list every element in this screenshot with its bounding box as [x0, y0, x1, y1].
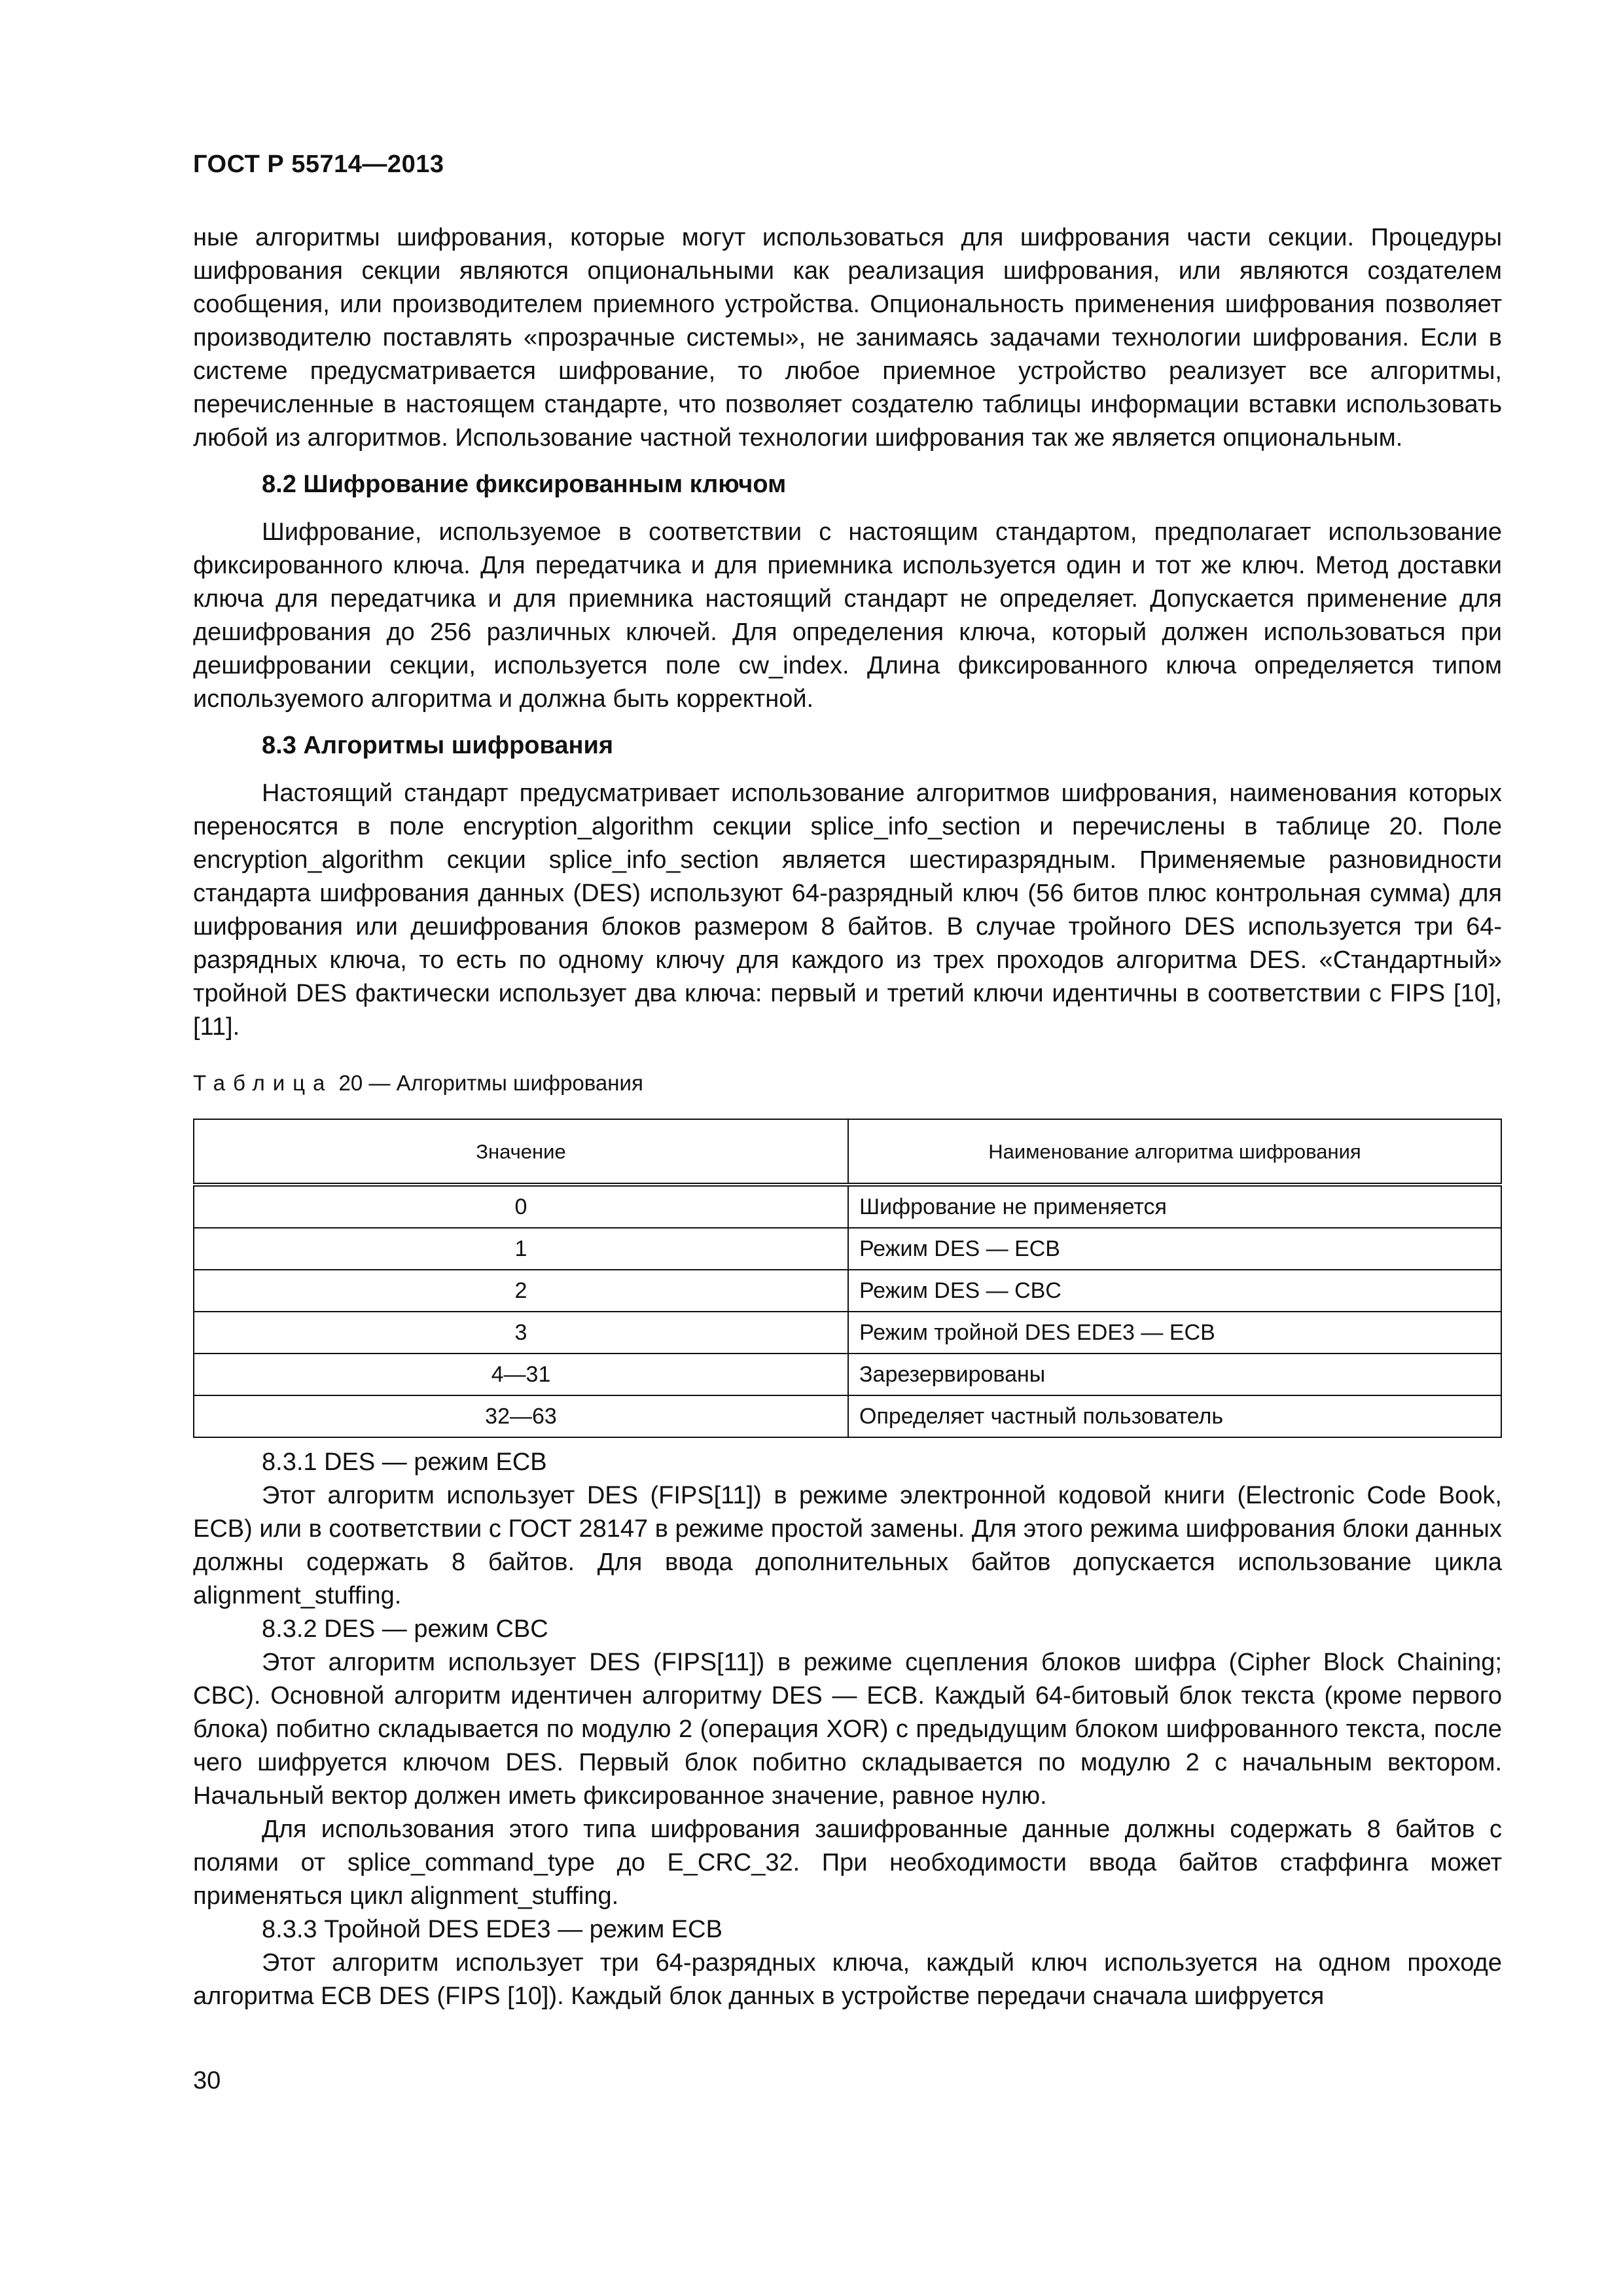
document-header: ГОСТ Р 55714—2013 — [193, 151, 444, 178]
section-8-3-2-text-2: Для использования этого типа шифрования зашифрованные данные должны содержать 8 байтов с полями от splice_command_type до E_CRC_32. При необходимости ввода байтов стаффинга может применяться цикл alignment_stuffing. — [193, 1816, 1502, 1910]
table-cell-name: Определяет частный пользователь — [848, 1395, 1501, 1437]
section-8-2-text: Шифрование, используемое в соответствии с настоящим стандартом, предполагает использование фиксированного ключа. Для передатчика и для приемника используется один и тот же ключ. Метод доставки ключа для передатчика и для приемника настоящий стандарт не определяет. Допускается применение для дешифрования до 256 различных ключей. Для определения ключа, который должен использоваться при дешифровании секции, используется поле cw_index. Длина фиксированного ключа определяется типом используемого алгоритма и должна быть корректной. — [193, 518, 1502, 713]
table-row — [194, 1354, 1501, 1395]
table-cell-value: 32—63 — [194, 1395, 848, 1437]
paragraph-intro: ные алгоритмы шифрования, которые могут использоваться для шифрования части секции. Процедуры шифрования секции являются опциональными как реализация шифрования, или являются создателем сообщения, или производителем приемного устройства. Опциональность применения шифрования позволяет производителю поставлять «прозрачные системы», не занимаясь задачами технологии шифрования. Если в системе предусматривается шифрование, то любое приемное устройство реализует все алгоритмы, перечисленные в настоящем стандарте, что позволяет создателю таблицы информации вставки использовать любой из алгоритмов. Использование частной технологии шифрования так же является опциональным. — [193, 224, 1502, 452]
table-caption — [193, 1070, 1502, 1096]
section-8-3-1-text: Этот алгоритм использует DES (FIPS[11]) в режиме электронной кодовой книги (Electronic Code Book, ECB) или в соответствии с ГОСТ 28147 в режиме простой замены. Для этого режима шифрования блоки данных должны содержать 8 байтов. Для ввода дополнительных байтов допускается использование цикла alignment_stuffing. — [193, 1482, 1502, 1609]
table-cell-value: 1 — [194, 1228, 848, 1270]
section-8-3-text: Настоящий стандарт предусматривает использование алгоритмов шифрования, наименования которых переносятся в поле encryption_algorithm секции splice_info_section и перечислены в таблице 20. Поле encryption_algorithm секции splice_info_section является шестиразрядным. Применяемые разновидности стандарта шифрования данных (DES) используют 64-разрядный ключ (56 битов плюс контрольная сумма) для шифрования или дешифрования блоков размером 8 байтов. В случае тройного DES используется три 64-разрядных ключа, то есть по одному ключу для каждого из трех проходов алгоритма DES. «Стандартный» тройной DES фактически использует два ключа: первый и третий ключи идентичны в соответствии с FIPS [10], [11]. — [193, 780, 1502, 1041]
table-cell-name: Режим DES — ECB — [848, 1228, 1501, 1270]
section-8-3-3-text: Этот алгоритм использует три 64-разрядных ключа, каждый ключ используется на одном проходе алгоритма ECB DES (FIPS [10]). Каждый блок данных в устройстве передачи сначала шифруется — [193, 1949, 1502, 2010]
document-body — [193, 221, 1502, 2013]
section-8-2-title: 8.2 Шифрование фиксированным ключом — [262, 471, 787, 498]
table-row — [194, 1270, 1501, 1312]
table-header-value: Значение — [194, 1119, 848, 1185]
section-8-3-title: 8.3 Алгоритмы шифрования — [262, 732, 613, 759]
encryption-algorithms-table — [193, 1119, 1502, 1438]
table-cell-value: 4—31 — [194, 1354, 848, 1395]
page-number: 30 — [193, 2067, 221, 2094]
table-row — [194, 1312, 1501, 1354]
table-caption-prefix: Таблица — [193, 1071, 333, 1095]
table-row — [194, 1395, 1501, 1437]
table-caption-title: 20 — Алгоритмы шифрования — [332, 1071, 643, 1095]
table-row — [194, 1228, 1501, 1270]
section-8-3-3-title: 8.3.3 Тройной DES EDE3 — режим ECB — [262, 1916, 722, 1943]
table-cell-name: Режим тройной DES EDE3 — ECB — [848, 1312, 1501, 1354]
table-cell-value: 0 — [194, 1185, 848, 1228]
table-cell-value: 3 — [194, 1312, 848, 1354]
section-8-3-2-text-1: Этот алгоритм использует DES (FIPS[11]) в режиме сцепления блоков шифра (Cipher Block Chaining; CBC). Основной алгоритм идентичен алгоритму DES — ECB. Каждый 64-битовый блок текста (кроме первого блока) побитно складывается по модулю 2 (операция XOR) с предыдущим блоком шифрованного текста, после чего шифруется ключом DES. Первый блок побитно складывается по модулю 2 с начальным вектором. Начальный вектор должен иметь фиксированное значение, равное нулю. — [193, 1649, 1502, 1810]
table-row — [194, 1185, 1501, 1228]
section-8-3-1-title: 8.3.1 DES — режим ECB — [262, 1448, 547, 1476]
table-cell-value: 2 — [194, 1270, 848, 1312]
section-8-3-2-title: 8.3.2 DES — режим CBC — [262, 1615, 548, 1643]
table-cell-name: Шифрование не применяется — [848, 1185, 1501, 1228]
table-header-name: Наименование алгоритма шифрования — [848, 1119, 1501, 1185]
table-cell-name: Зарезервированы — [848, 1354, 1501, 1395]
table-cell-name: Режим DES — CBC — [848, 1270, 1501, 1312]
table-header-row — [194, 1119, 1501, 1185]
